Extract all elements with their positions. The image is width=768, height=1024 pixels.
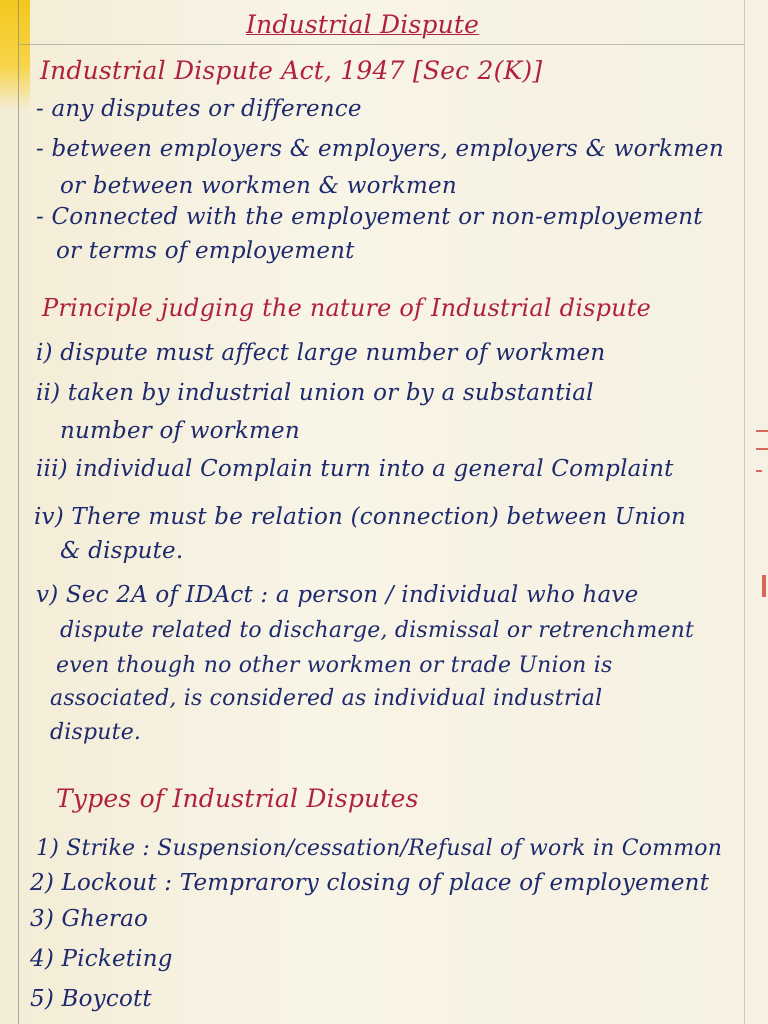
top-rule-line xyxy=(18,44,744,45)
definition-line: - Connected with the employement or non-employement xyxy=(36,204,703,230)
yellow-sticky-corner xyxy=(0,0,30,110)
definition-line: - any disputes or difference xyxy=(36,96,362,122)
type-item: 1) Strike : Suspension/cessation/Refusal of work in Common xyxy=(36,836,723,861)
definition-line: or terms of employement xyxy=(56,238,355,264)
left-margin-line xyxy=(18,0,19,1024)
principle-line: iii) individual Complain turn into a general Complaint xyxy=(36,456,674,482)
edge-red-mark xyxy=(756,470,762,472)
page-title: Industrial Dispute xyxy=(246,10,480,39)
principle-line: i) dispute must affect large number of workmen xyxy=(36,340,606,366)
type-item: 4) Picketing xyxy=(30,946,173,972)
type-item: 3) Gherao xyxy=(30,906,149,932)
edge-red-mark xyxy=(762,575,766,597)
principle-line: dispute. xyxy=(50,720,142,745)
principle-line: associated, is considered as individual industrial xyxy=(50,686,603,711)
principles-heading: Principle judging the nature of Industrial dispute xyxy=(42,294,652,322)
definition-line: or between workmen & workmen xyxy=(60,173,457,199)
type-item: 5) Boycott xyxy=(30,986,152,1012)
act-heading: Industrial Dispute Act, 1947 [Sec 2(K)] xyxy=(40,56,543,85)
definition-line: - between employers & employers, employers & workmen xyxy=(36,136,724,162)
edge-red-mark xyxy=(756,448,768,450)
principle-line: even though no other workmen or trade Union is xyxy=(56,653,613,678)
principle-line: ii) taken by industrial union or by a substantial xyxy=(36,380,594,406)
principle-line: v) Sec 2A of IDAct : a person / individual who have xyxy=(36,582,639,608)
principle-line: number of workmen xyxy=(60,418,300,444)
principle-line: dispute related to discharge, dismissal or retrenchment xyxy=(60,618,695,643)
right-margin-line xyxy=(744,0,745,1024)
type-item: 2) Lockout : Temprarory closing of place of employement xyxy=(30,870,710,896)
types-heading: Types of Industrial Disputes xyxy=(56,784,419,813)
principle-line: iv) There must be relation (connection) between Union xyxy=(34,504,686,530)
principle-line: & dispute. xyxy=(60,538,184,564)
edge-red-mark xyxy=(756,430,768,432)
